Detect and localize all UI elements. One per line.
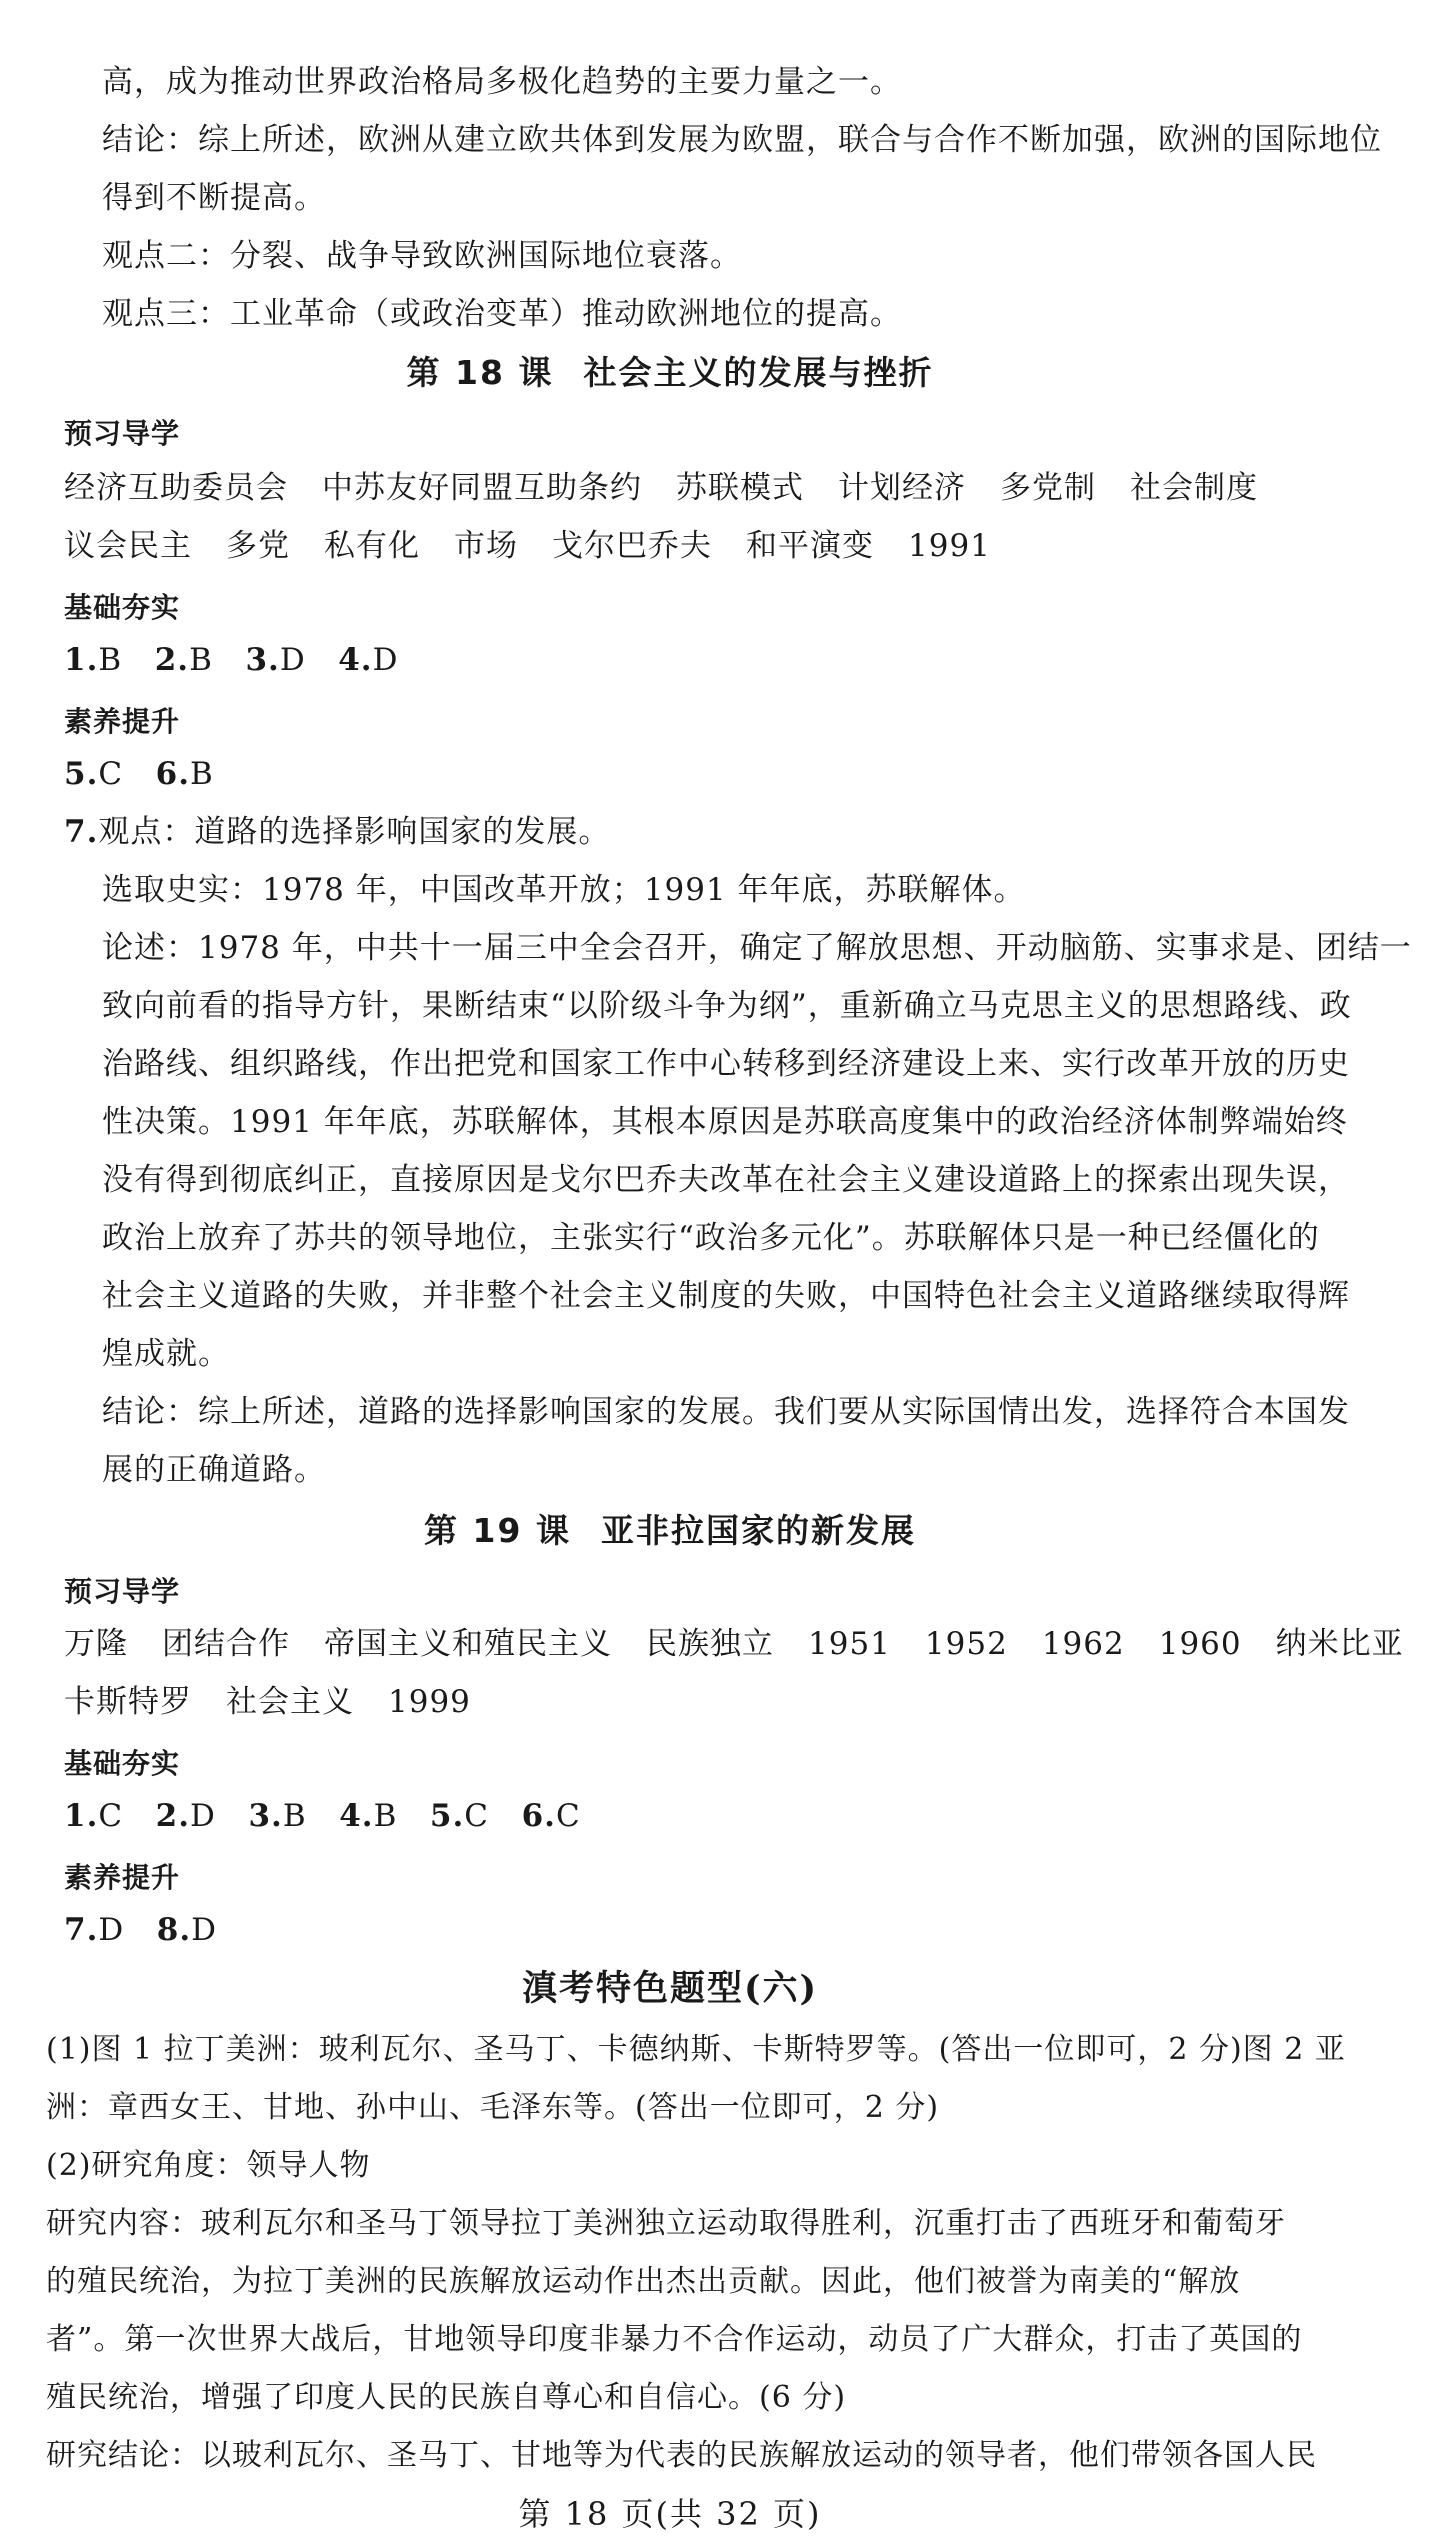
lesson18-q7-line-2: 选取史实：1978 年，中国改革开放；1991 年年底，苏联解体。 <box>102 872 1026 908</box>
term: 议会民主 <box>64 528 192 564</box>
lesson19-terms-row1 <box>0 1624 1404 1664</box>
term: 万隆 <box>64 1626 128 1662</box>
term: 苏联模式 <box>676 470 804 506</box>
term: 1999 <box>388 1684 471 1720</box>
term: 1991 <box>908 528 991 564</box>
intro-line-1: 高，成为推动世界政治格局多极化趋势的主要力量之一。 <box>102 64 902 100</box>
intro-line-5: 观点三：工业革命（或政治变革）推动欧洲地位的提高。 <box>102 296 902 332</box>
term: 纳米比亚 <box>1275 1626 1404 1662</box>
term: 戈尔巴乔夫 <box>552 528 712 564</box>
term: 社会主义 <box>226 1684 354 1720</box>
term: 1960 <box>1158 1626 1242 1662</box>
lesson18-basic-label: 基础夯实 <box>64 591 181 624</box>
lesson19-heading <box>0 1510 1340 1552</box>
term: 帝国主义和殖民主义 <box>324 1626 612 1662</box>
lesson18-q7-line-4: 致向前看的指导方针，果断结束“以阶级斗争为纲”，重新确立马克思主义的思想路线、政 <box>102 988 1352 1024</box>
lesson19-basic-label: 基础夯实 <box>64 1747 181 1780</box>
lesson18-improve-label: 素养提升 <box>64 705 181 738</box>
term: 社会制度 <box>1130 470 1258 506</box>
lesson18-q7-line-7: 没有得到彻底纠正，直接原因是戈尔巴乔夫改革在社会主义建设道路上的探索出现失误， <box>102 1162 1350 1198</box>
lesson18-q7-line-11: 结论：综上所述，道路的选择影响国家的发展。我们要从实际国情出发，选择符合本国发 <box>102 1394 1350 1430</box>
intro-line-3: 得到不断提高。 <box>102 180 326 216</box>
lesson18-terms-row1 <box>0 468 1404 508</box>
special-line-8: 研究结论：以玻利瓦尔、圣马丁、甘地等为代表的民族解放运动的领导者，他们带领各国人民 <box>46 2438 1317 2473</box>
lesson18-q7-line-9: 社会主义道路的失败，并非整个社会主义制度的失败，中国特色社会主义道路继续取得辉 <box>102 1278 1350 1314</box>
lesson19-improve-label: 素养提升 <box>64 1861 181 1894</box>
special-line-6: 者”。第一次世界大战后，甘地领导印度非暴力不合作运动，动员了广大群众，打击了英国的 <box>46 2322 1303 2357</box>
lesson19-title: 亚非拉国家的新发展 <box>600 1511 916 1550</box>
term: 经济互助委员会 <box>64 470 288 506</box>
lesson19-improve-answers: 7.D 8.D <box>64 1912 218 1948</box>
lesson19-basic-answers: 1.C 2.D 3.B 4.B 5.C 6.C <box>64 1798 581 1834</box>
lesson18-q7-line-10: 煌成就。 <box>102 1336 230 1372</box>
lesson18-q7-line-3: 论述：1978 年，中共十一届三中全会召开，确定了解放思想、开动脑筋、实事求是、团结一 <box>102 930 1412 966</box>
term: 计划经济 <box>838 470 966 506</box>
term: 多党 <box>226 528 290 564</box>
term: 团结合作 <box>162 1626 290 1662</box>
lesson18-basic-answers: 1.B 2.B 3.D 4.D <box>64 642 399 678</box>
lesson19-preview-label: 预习导学 <box>64 1575 181 1608</box>
term: 卡斯特罗 <box>64 1684 192 1720</box>
lesson18-q7-line-8: 政治上放弃了苏共的领导地位，主张实行“政治多元化”。苏联解体只是一种已经僵化的 <box>102 1220 1320 1256</box>
special-line-1: (1)图 1 拉丁美洲：玻利瓦尔、圣马丁、卡德纳斯、卡斯特罗等。(答出一位即可，2 分)图 2 亚 <box>46 2032 1346 2067</box>
term: 中苏友好同盟互助条约 <box>322 470 642 506</box>
term: 1951 <box>808 1626 891 1662</box>
page-footer: 第 18 页(共 32 页) <box>518 2495 822 2533</box>
intro-line-4: 观点二：分裂、战争导致欧洲国际地位衰落。 <box>102 238 742 274</box>
lesson18-heading <box>0 352 1340 394</box>
term: 市场 <box>454 528 518 564</box>
lesson18-q7-line-1: 7.观点：道路的选择影响国家的发展。 <box>64 814 611 850</box>
special-line-7: 殖民统治，增强了印度人民的民族自尊心和自信心。(6 分) <box>46 2380 847 2415</box>
special-line-5: 的殖民统治，为拉丁美洲的民族解放运动作出杰出贡献。因此，他们被誉为南美的“解放 <box>46 2264 1241 2299</box>
lesson18-q7-line-12: 展的正确道路。 <box>102 1452 326 1488</box>
term: 多党制 <box>1000 470 1096 506</box>
special-title: 滇考特色题型(六) <box>521 1968 819 2009</box>
term: 民族独立 <box>646 1626 774 1662</box>
special-line-3: (2)研究角度：领导人物 <box>46 2148 371 2183</box>
special-line-4: 研究内容：玻利瓦尔和圣马丁领导拉丁美洲独立运动取得胜利，沉重打击了西班牙和葡萄牙 <box>46 2206 1286 2241</box>
term: 和平演变 <box>746 528 874 564</box>
lesson18-preview-label: 预习导学 <box>64 417 181 450</box>
lesson18-improve-answers: 5.C 6.B <box>64 756 214 792</box>
special-line-2: 洲：章西女王、甘地、孙中山、毛泽东等。(答出一位即可，2 分) <box>46 2090 940 2125</box>
lesson18-q7-line-5: 治路线、组织路线，作出把党和国家工作中心转移到经济建设上来、实行改革开放的历史 <box>102 1046 1350 1082</box>
lesson18-q7-line-6: 性决策。1991 年年底，苏联解体，其根本原因是苏联高度集中的政治经济体制弊端始终 <box>102 1104 1348 1140</box>
lesson19-number: 第 19 课 <box>424 1511 571 1550</box>
lesson19-terms-row2 <box>0 1682 1404 1722</box>
intro-line-2: 结论：综上所述，欧洲从建立欧共体到发展为欧盟，联合与合作不断加强，欧洲的国际地位 <box>102 122 1382 158</box>
term: 私有化 <box>324 528 420 564</box>
term: 1952 <box>924 1626 1008 1662</box>
lesson18-number: 第 18 课 <box>406 353 554 392</box>
lesson18-title: 社会主义的发展与挫折 <box>583 353 934 392</box>
lesson18-terms-row2 <box>0 526 1404 566</box>
term: 1962 <box>1041 1626 1125 1662</box>
